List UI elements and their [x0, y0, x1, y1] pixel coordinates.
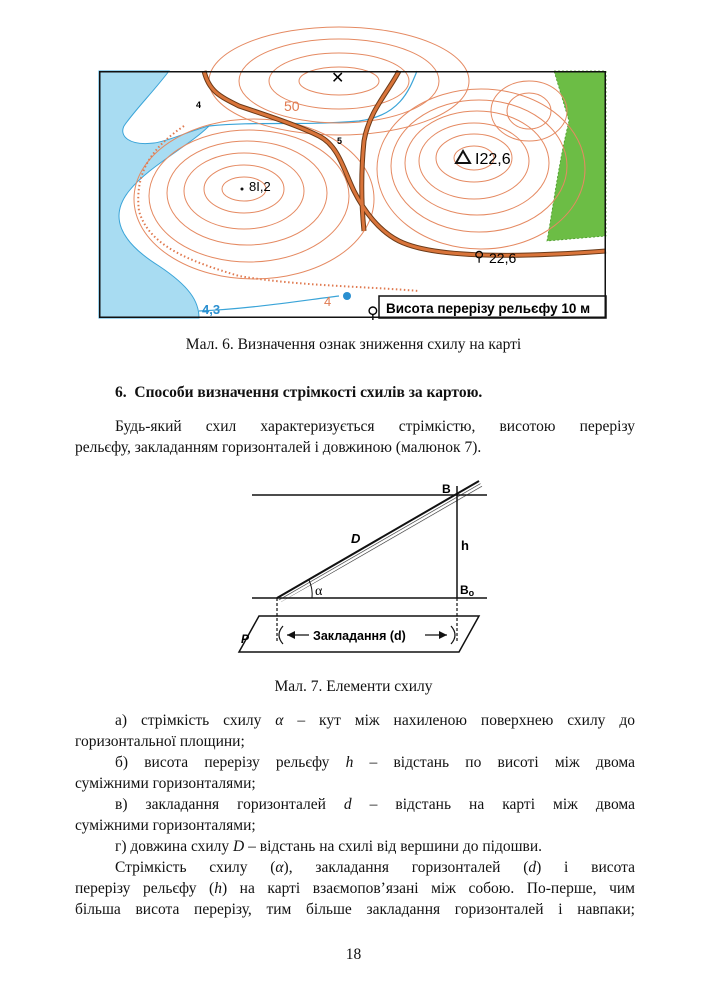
label-4-bottom: 4 — [324, 294, 332, 309]
figure-6-caption: Мал. 6. Визначення ознак зниження схилу на карті — [185, 336, 522, 353]
topographic-map — [99, 70, 606, 322]
slope-length-label: D — [351, 531, 361, 546]
list-item-g: г) довжина схилу D – відстань на схилі від вершини до підошви. — [115, 838, 543, 855]
summit-point — [241, 188, 244, 191]
final-paragraph-line-2: перерізу рельєфу (h) на карті взаємопов’язані між собою. По-перше, чим — [75, 880, 635, 897]
intro-paragraph — [75, 416, 635, 458]
elevation-tree-22: 22,6 — [489, 250, 517, 266]
list-item-v: в) закладання горизонталей d – відстань на карті між двома — [115, 796, 635, 813]
figure-7-caption: Мал. 7. Елементи схилу — [274, 678, 433, 695]
contour-label-50: 50 — [284, 98, 300, 114]
label-4-top: 4 — [196, 100, 202, 110]
plane-p-label: P — [241, 632, 250, 646]
section-heading — [115, 384, 482, 402]
section-title: Способи визначення стрімкості схилів за картою. — [134, 384, 483, 401]
intro-line-2: рельєфу, закладанням горизонталей і довжиною (малюнок 7). — [75, 439, 482, 456]
list-item-b: б) висота перерізу рельєфу h – відстань по висоті між двома — [115, 754, 635, 771]
page-number: 18 — [345, 946, 362, 963]
elevation-122: І22,6 — [475, 151, 511, 168]
height-label: h — [461, 538, 469, 553]
list-item-b-cont: суміжними горизонталями; — [75, 775, 256, 792]
tree-icon: ⚲ — [367, 305, 379, 322]
list-item-v-cont: суміжними горизонталями; — [75, 817, 256, 834]
water-level-label: 4,3 — [202, 302, 221, 317]
point-b-label: B — [442, 482, 451, 496]
final-paragraph-line-3: більша висота перерізу, тим більше закладання горизонталей і навпаки; — [75, 901, 635, 918]
d-label: Закладання (d) — [313, 629, 406, 643]
point-b0-label: Bo — [460, 583, 475, 598]
section-number: 6. — [115, 384, 127, 401]
elevation-81: 8І,2 — [249, 179, 271, 194]
slope-diagram — [241, 476, 487, 662]
spring-marker — [343, 292, 351, 300]
tree-icon-2: ⚲ — [474, 250, 485, 265]
windmill-icon: ✕ — [331, 70, 345, 87]
slope-hatching — [277, 481, 483, 602]
intro-line-1: Будь-який схил характеризується стрімкістю, висотою перерізу — [115, 418, 635, 435]
list-item-a: а) стрімкість схилу α – кут між нахиленою поверхнею схилу до — [115, 712, 635, 729]
slope-line — [277, 481, 479, 598]
legend-text: Висота перерізу рельєфу 10 м — [386, 301, 591, 316]
list-item-a-cont: горизонтальної площини; — [75, 733, 245, 750]
definitions-list — [75, 710, 635, 920]
label-5: 5 — [337, 136, 343, 146]
alpha-label: α — [315, 584, 323, 599]
final-paragraph-line-1: Стрімкість схилу (α), закладання горизонталей (d) і висота — [115, 859, 636, 876]
